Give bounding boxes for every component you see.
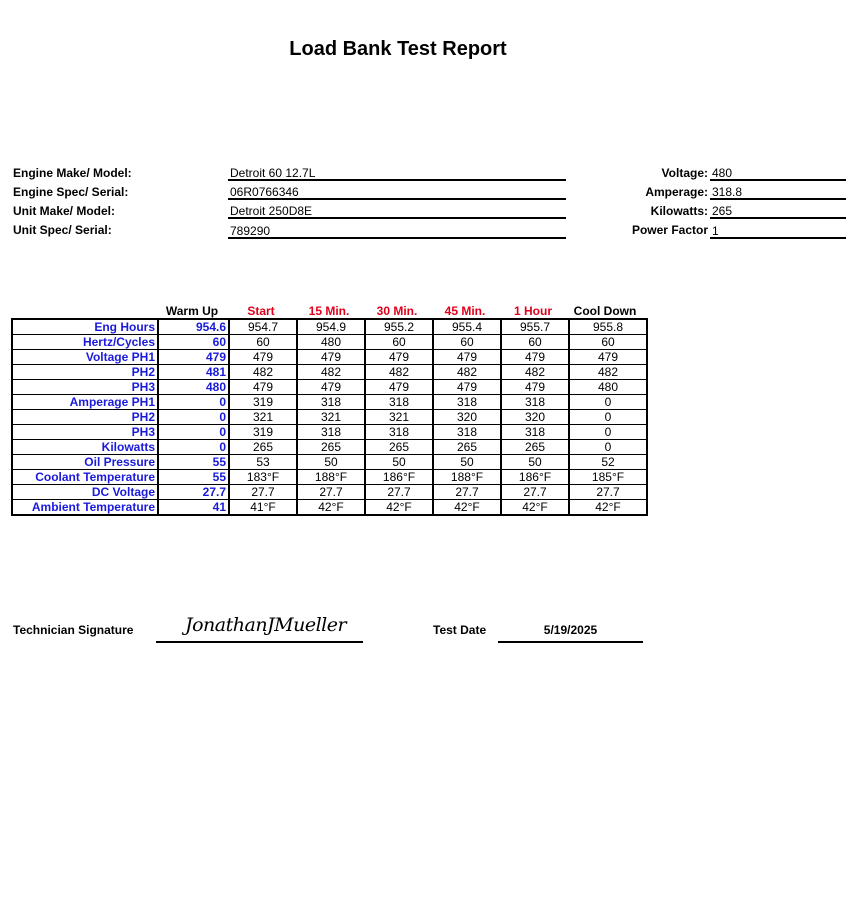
table-cell: 0 [569,440,647,455]
table-cell: 479 [501,350,569,365]
test-date-label: Test Date [433,623,487,637]
unit-spec-serial-value: 789290 [228,224,566,239]
table-row [12,485,647,500]
table-cell: 479 [297,350,365,365]
row-label: PH3 [12,425,158,440]
table-cell: 42°F [501,500,569,516]
table-cell: 265 [501,440,569,455]
row-label: PH2 [12,365,158,380]
table-cell: 186°F [365,470,433,485]
warm-up-cell: 0 [158,440,229,455]
voltage-label: Voltage: [661,166,708,180]
table-cell: 188°F [297,470,365,485]
row-label: Kilowatts [12,440,158,455]
table-cell: 955.2 [365,319,433,335]
warm-up-cell: 55 [158,470,229,485]
table-cell: 479 [433,350,501,365]
warm-up-cell: 27.7 [158,485,229,500]
table-cell: 27.7 [297,485,365,500]
technician-signature-label: Technician Signature [13,623,134,637]
table-cell: 0 [569,410,647,425]
table-cell: 318 [297,395,365,410]
warm-up-cell: 954.6 [158,319,229,335]
table-cell: 955.8 [569,319,647,335]
table-cell: 27.7 [433,485,501,500]
table-cell: 479 [569,350,647,365]
table-cell: 27.7 [569,485,647,500]
table-cell: 318 [501,395,569,410]
table-cell: 319 [229,395,297,410]
table-cell: 482 [433,365,501,380]
table-cell: 320 [501,410,569,425]
row-label: Eng Hours [12,319,158,335]
test-date-line [498,641,643,643]
table-cell: 0 [569,395,647,410]
amperage-label: Amperage: [645,185,708,199]
table-cell: 482 [501,365,569,380]
table-cell: 318 [365,425,433,440]
table-cell: 42°F [433,500,501,516]
table-cell: 319 [229,425,297,440]
report-title: Load Bank Test Report [289,38,507,60]
table-cell: 265 [297,440,365,455]
technician-signature: JonathanJMueller [185,614,347,636]
warm-up-cell: 480 [158,380,229,395]
table-cell: 60 [365,335,433,350]
col-header-1-hour: 1 Hour [513,304,552,318]
table-cell: 479 [365,350,433,365]
col-header-15-min: 15 Min. [308,304,350,318]
row-label: Amperage PH1 [12,395,158,410]
unit-make-model-label: Unit Make/ Model: [13,204,116,218]
col-header-start: Start [247,304,275,318]
table-cell: 479 [297,380,365,395]
col-header-cool-down: Cool Down [573,304,637,318]
power-factor-label: Power Factor [631,223,708,237]
col-header-30-min: 30 Min. [376,304,418,318]
table-cell: 265 [229,440,297,455]
warm-up-cell: 41 [158,500,229,516]
table-cell: 41°F [229,500,297,516]
table-cell: 318 [297,425,365,440]
table-cell: 52 [569,455,647,470]
row-label: Voltage PH1 [12,350,158,365]
table-cell: 27.7 [365,485,433,500]
table-cell: 482 [365,365,433,380]
table-cell: 42°F [297,500,365,516]
row-label: DC Voltage [12,485,158,500]
unit-spec-serial-label: Unit Spec/ Serial: [13,223,112,237]
table-cell: 318 [365,395,433,410]
table-row [12,319,647,335]
unit-make-model-value: Detroit 250D8E [228,204,566,219]
table-cell: 188°F [433,470,501,485]
table-cell: 42°F [365,500,433,516]
table-cell: 318 [433,395,501,410]
table-cell: 186°F [501,470,569,485]
table-row [12,335,647,350]
table-cell: 50 [501,455,569,470]
table-cell: 479 [365,380,433,395]
table-row [12,440,647,455]
amperage-value: 318.8 [710,185,846,200]
table-cell: 479 [433,380,501,395]
kilowatts-label: Kilowatts: [650,204,708,218]
row-label: Oil Pressure [12,455,158,470]
table-cell: 60 [501,335,569,350]
table-cell: 183°F [229,470,297,485]
table-cell: 321 [229,410,297,425]
table-cell: 318 [433,425,501,440]
row-label: Coolant Temperature [12,470,158,485]
table-cell: 60 [433,335,501,350]
table-cell: 60 [569,335,647,350]
table-cell: 27.7 [229,485,297,500]
table-row [12,395,647,410]
table-cell: 50 [433,455,501,470]
table-cell: 0 [569,425,647,440]
table-cell: 42°F [569,500,647,516]
table-cell: 27.7 [501,485,569,500]
table-row [12,365,647,380]
row-label: PH2 [12,410,158,425]
warm-up-cell: 60 [158,335,229,350]
table-cell: 321 [365,410,433,425]
table-row [12,470,647,485]
table-row [12,380,647,395]
voltage-value: 480 [710,166,846,181]
table-cell: 954.9 [297,319,365,335]
table-cell: 955.7 [501,319,569,335]
table-row [12,410,647,425]
warm-up-cell: 55 [158,455,229,470]
table-cell: 318 [501,425,569,440]
table-cell: 954.7 [229,319,297,335]
test-date-value: 5/19/2025 [543,623,598,637]
col-header-45-min: 45 Min. [444,304,486,318]
table-row [12,350,647,365]
table-cell: 480 [569,380,647,395]
table-cell: 60 [229,335,297,350]
row-label: PH3 [12,380,158,395]
table-row [12,500,647,516]
engine-spec-serial-value: 06R0766346 [228,185,566,200]
table-cell: 50 [297,455,365,470]
warm-up-cell: 479 [158,350,229,365]
table-cell: 479 [501,380,569,395]
warm-up-cell: 0 [158,425,229,440]
engine-spec-serial-label: Engine Spec/ Serial: [13,185,129,199]
warm-up-cell: 0 [158,410,229,425]
table-cell: 265 [433,440,501,455]
table-row [12,455,647,470]
table-cell: 482 [297,365,365,380]
table-cell: 955.4 [433,319,501,335]
warm-up-cell: 0 [158,395,229,410]
table-cell: 480 [297,335,365,350]
warm-up-cell: 481 [158,365,229,380]
engine-make-model-value: Detroit 60 12.7L [228,166,566,181]
power-factor-value: 1 [710,224,846,239]
table-cell: 482 [569,365,647,380]
table-row [12,425,647,440]
table-cell: 482 [229,365,297,380]
test-data-table [11,318,648,516]
table-cell: 265 [365,440,433,455]
row-label: Ambient Temperature [12,500,158,516]
col-header-warm-up: Warm Up [165,304,219,318]
table-cell: 321 [297,410,365,425]
table-cell: 185°F [569,470,647,485]
table-cell: 320 [433,410,501,425]
table-cell: 50 [365,455,433,470]
table-cell: 479 [229,350,297,365]
table-cell: 53 [229,455,297,470]
table-cell: 479 [229,380,297,395]
engine-make-model-label: Engine Make/ Model: [13,166,132,180]
kilowatts-value: 265 [710,204,846,219]
signature-line [156,641,363,643]
row-label: Hertz/Cycles [12,335,158,350]
